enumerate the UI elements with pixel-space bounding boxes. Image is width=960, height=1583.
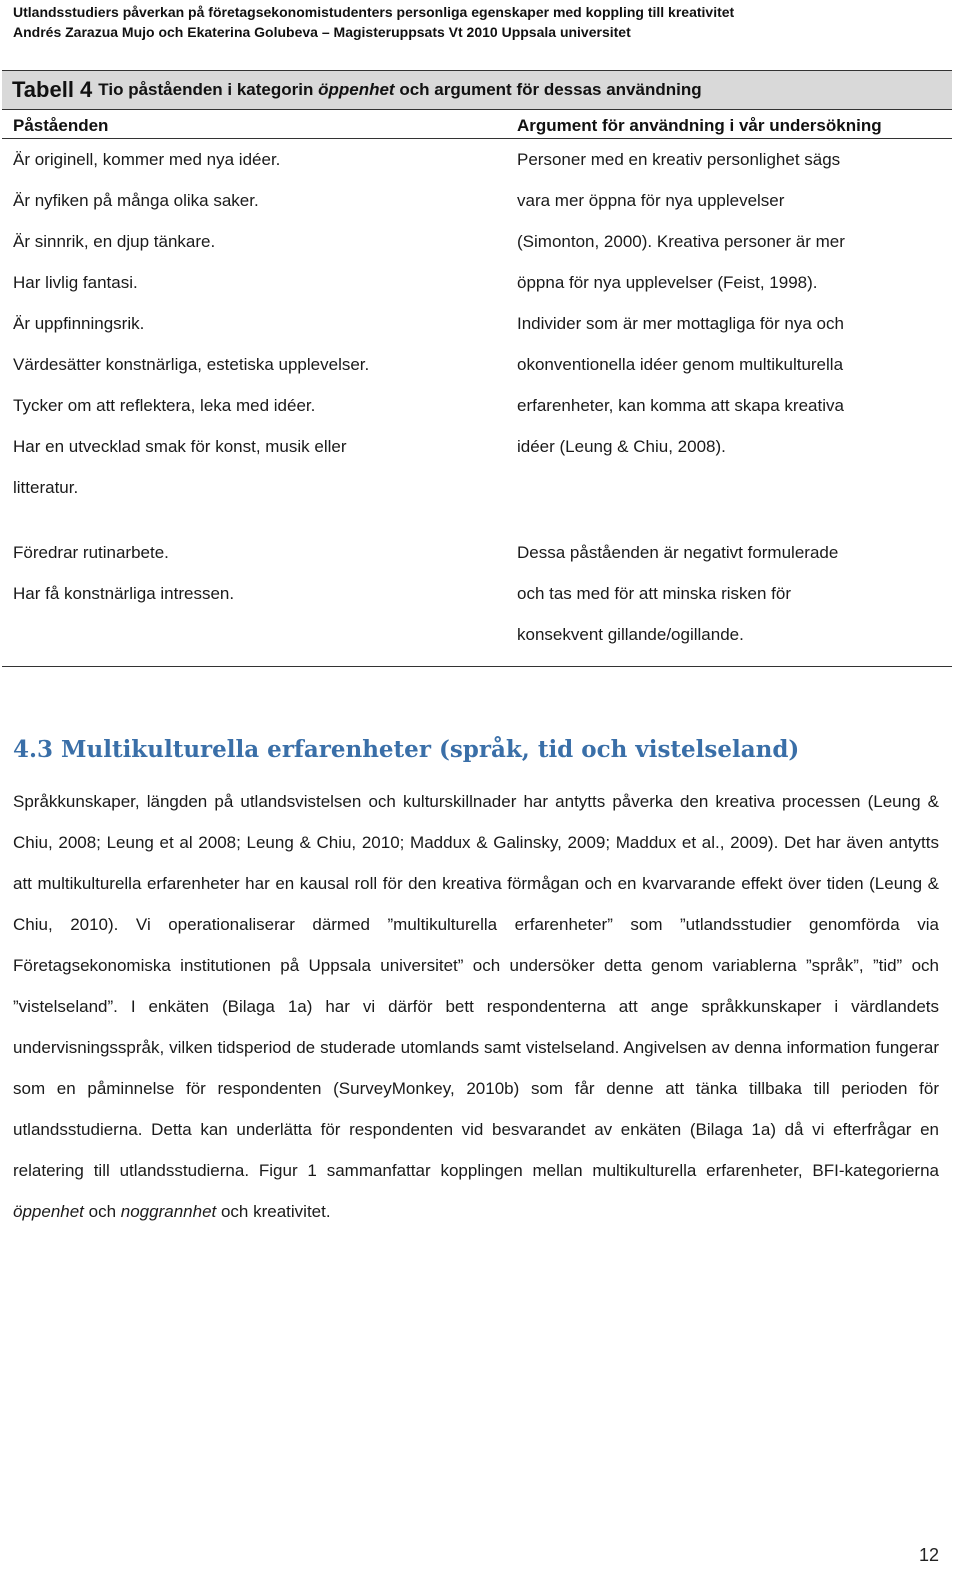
statement: Har livlig fantasi. <box>13 273 138 292</box>
argument-group-1 <box>517 139 845 467</box>
statement: Har få konstnärliga intressen. <box>13 584 235 603</box>
statement: Är sinnrik, en djup tänkare. <box>13 232 216 251</box>
argument-line: öppna för nya upplevelser (Feist, 1998). <box>517 273 818 292</box>
section-paragraph: Språkkunskaper, längden på utlandsvistelsen och kulturskillnader har antytts påverka den kreativa processen (Leung & Chiu, 2008; Leung et al 2008; Leung & Chiu, 2010; Maddux & Galinsky, 2009; Maddux et al., 2009). Det har även antytts att multikulturella erfarenheter har en kausal roll för den kreativa förmågan och en kvarvarande effekt över tiden (Leung & Chiu, 2010). Vi operationaliserar därmed ”multikulturella erfarenheter” som ”utlandsstudier genomförda via Företagsekonomiska institutionen på Uppsala universitet” och undersöker detta genom variablerna ”språk”, ”tid” och ”vistelseland”. I enkäten (Bilaga 1a) har vi därför bett respondenterna att ange språkkunskaper i värdlandets undervisningsspråk, vilken tidsperiod de studerade utomlands samt vistelseland. Angivelsen av denna information fungerar som en påminnelse för respondenten (SurveyMonkey, 2010b) som får denne att tänka tillbaka till perioden för utlandsstudierna. Detta kan underlätta för respondenten vid besvarandet av enkäten (Bilaga 1a) då vi efterfrågar en relatering till utlandsstudierna. Figur 1 sammanfattar kopplingen mellan multikulturella erfarenheter, BFI-kategorierna öppenhet och noggrannhet och kreativitet. <box>13 792 939 1221</box>
argument-line: (Simonton, 2000). Kreativa personer är mer <box>517 232 845 251</box>
argument-line: Dessa påståenden är negativt formulerade <box>517 543 839 562</box>
statement: Har en utvecklad smak för konst, musik eller <box>13 437 347 456</box>
section-heading: 4.3 Multikulturella erfarenheter (språk, tid och vistelseland) <box>13 736 800 763</box>
statement: Värdesätter konstnärliga, estetiska upplevelser. <box>13 355 370 374</box>
header-title: Utlandsstudiers påverkan på företagsekonomistudenters personliga egenskaper med koppling till kreativitet <box>13 4 735 20</box>
argument-line: vara mer öppna för nya upplevelser <box>517 191 785 210</box>
argument-line: erfarenheter, kan komma att skapa kreativa <box>517 396 844 415</box>
statement: Föredrar rutinarbete. <box>13 543 169 562</box>
argument-group-2 <box>517 532 838 655</box>
statements-group-1 <box>13 139 369 508</box>
argument-line: Individer som är mer mottagliga för nya och <box>517 314 844 333</box>
argument-line: konsekvent gillande/ogillande. <box>517 625 744 644</box>
column-header-arguments: Argument för användning i vår undersökning <box>517 116 882 135</box>
running-header <box>13 2 734 42</box>
statement: Är uppfinningsrik. <box>13 314 145 333</box>
statements-group-2 <box>13 532 234 614</box>
column-header-statements: Påståenden <box>13 116 109 135</box>
table-caption-label: Tabell 4 <box>12 77 93 102</box>
argument-line: idéer (Leung & Chiu, 2008). <box>517 437 726 456</box>
argument-line: okonventionella idéer genom multikulturella <box>517 355 844 374</box>
table-bottom-rule <box>2 666 952 667</box>
statement: Tycker om att reflektera, leka med idéer. <box>13 396 316 415</box>
argument-line: och tas med för att minska risken för <box>517 584 791 603</box>
argument-line: Personer med en kreativ personlighet sägs <box>517 150 841 169</box>
statement: Är originell, kommer med nya idéer. <box>13 150 281 169</box>
table-caption-text: Tio påståenden i kategorin öppenhet och argument för dessas användning <box>98 80 702 99</box>
statement: litteratur. <box>13 478 79 497</box>
table-caption <box>2 70 952 110</box>
header-authors: Andrés Zarazua Mujo och Ekaterina Golubeva – Magisteruppsats Vt 2010 Uppsala universitet <box>13 24 631 40</box>
page-number: 12 <box>918 1545 939 1565</box>
statement: Är nyfiken på många olika saker. <box>13 191 259 210</box>
